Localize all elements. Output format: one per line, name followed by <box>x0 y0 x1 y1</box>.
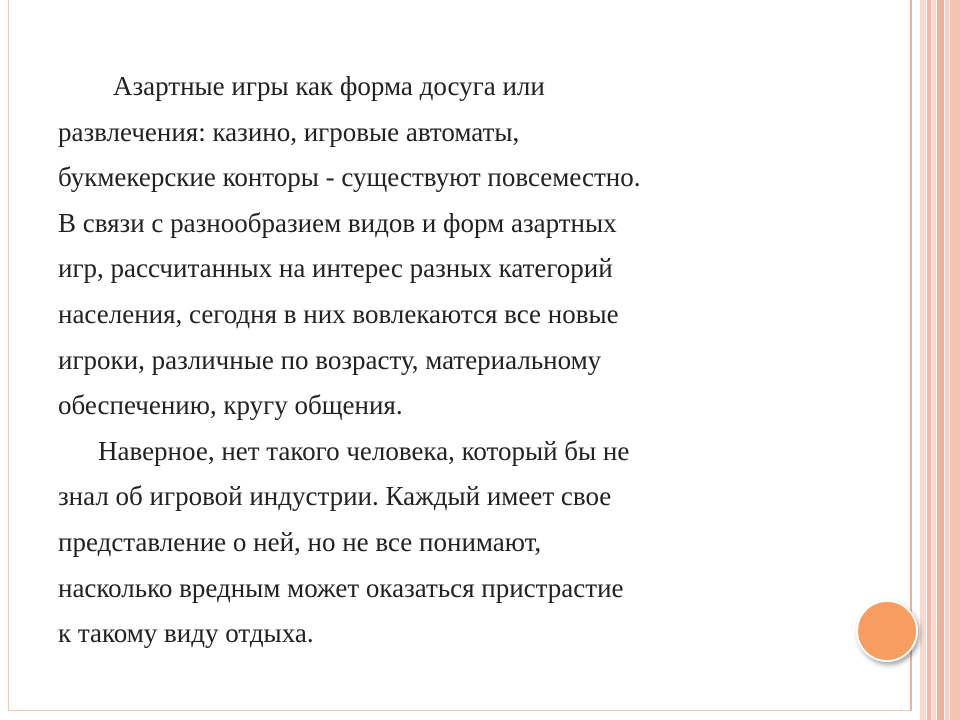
text-line: знал об игровой индустрии. Каждый имеет свое <box>58 481 612 512</box>
text-line: Азартные игры как форма досуга или <box>113 71 545 101</box>
paragraph-1 <box>58 64 758 429</box>
text-line: игроки, различные по возрасту, материальному <box>58 344 602 375</box>
stripe <box>932 0 936 720</box>
paragraph-2 <box>58 429 758 657</box>
slide-body-text <box>58 64 758 657</box>
stripe <box>937 0 944 720</box>
text-line: насколько вредным может оказаться пристрастие <box>58 572 624 603</box>
stripe <box>920 0 926 720</box>
stripe <box>927 0 931 720</box>
text-line: населения, сегодня в них вовлекаются все новые <box>58 298 619 329</box>
decorative-circle <box>856 600 918 662</box>
text-line: игр, рассчитанных на интерес разных категорий <box>58 253 613 284</box>
text-line: развлечения: казино, игровые автоматы, <box>58 116 520 147</box>
text-line: к такому виду отдыха. <box>58 618 314 649</box>
text-line: представление о ней, но не все понимают, <box>58 526 542 557</box>
text-line: букмекерские конторы - существуют повсеместно. <box>58 162 641 193</box>
stripe <box>945 0 949 720</box>
decorative-stripes <box>920 0 960 720</box>
text-line: Наверное, нет такого человека, который бы не <box>98 435 630 466</box>
stripe <box>950 0 960 720</box>
text-line: В связи с разнообразием видов и форм азартных <box>58 207 617 238</box>
text-line: обеспечению, кругу общения. <box>58 390 403 421</box>
